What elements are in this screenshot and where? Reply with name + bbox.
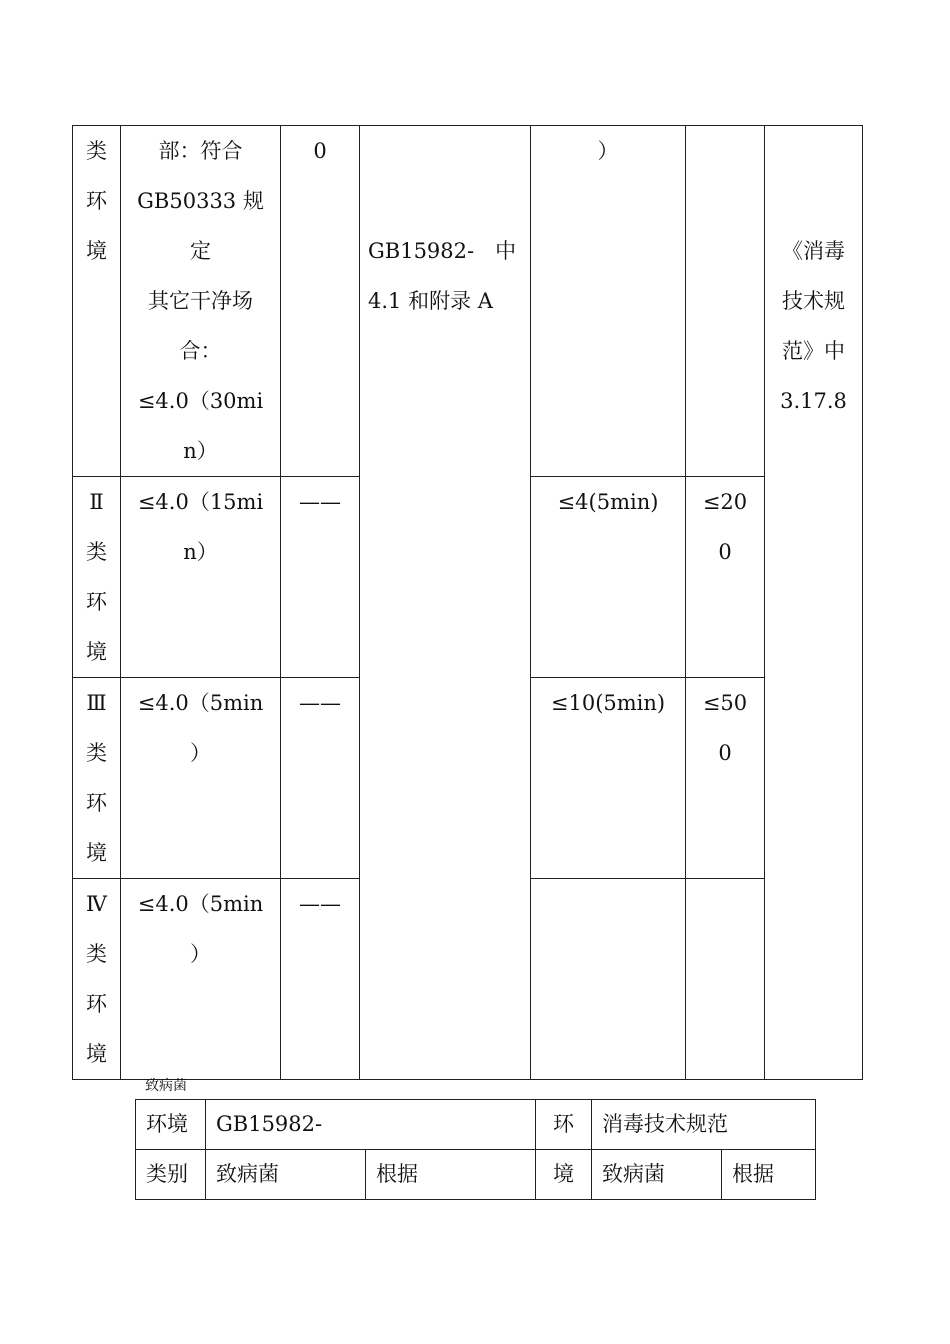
col6-cell (686, 678, 765, 879)
col3-text: 0 (313, 139, 327, 163)
standards-table (72, 125, 863, 1080)
spec-reference-text: 《消毒 技术规 范》中 3.17.8 (780, 239, 847, 413)
env-class-cell (73, 477, 121, 678)
env-class-cell (73, 678, 121, 879)
spec-standard-header: 消毒技术规范 (592, 1100, 816, 1150)
limit-cell (121, 879, 281, 1080)
env-class-label: 类 环 境 (86, 139, 107, 263)
col5-text: ≤10(5min) (550, 691, 666, 715)
pathogen-header: 致病菌 (206, 1150, 366, 1200)
gb-reference-text: GB15982- 中 4.1 和附录 A (368, 239, 517, 313)
basis-header: 根据 (722, 1150, 816, 1200)
gb-reference-cell (360, 126, 531, 1080)
col3-cell (281, 126, 360, 477)
col3-text: —— (299, 892, 341, 916)
col6-cell (686, 126, 765, 477)
limit-cell (121, 678, 281, 879)
table-row (136, 1150, 816, 1200)
col6-cell (686, 477, 765, 678)
env-category-header-bottom: 类别 (136, 1150, 206, 1200)
pathogen-header: 致病菌 (592, 1150, 722, 1200)
limit-text: 部：符合 GB50333 规 定 其它干净场 合： ≤4.0（30mi n） (137, 139, 264, 463)
col3-text: —— (299, 490, 341, 514)
col3-cell (281, 879, 360, 1080)
env-class-label: Ⅲ 类 环 境 (86, 691, 107, 865)
col6-text: ≤20 0 (702, 490, 748, 564)
env-header-bottom: 境 (536, 1150, 592, 1200)
env-category-header-top: 环境 (136, 1100, 206, 1150)
spec-reference-cell (765, 126, 863, 1080)
env-class-cell (73, 879, 121, 1080)
col3-text: —— (299, 691, 341, 715)
col5-cell (531, 879, 686, 1080)
env-class-cell (73, 126, 121, 477)
limit-cell (121, 477, 281, 678)
gb-standard-header: GB15982- (206, 1100, 536, 1150)
col5-text: ≤4(5min) (557, 490, 659, 514)
col3-cell (281, 477, 360, 678)
table-caption: 致病菌 (145, 1078, 187, 1094)
summary-table (135, 1099, 816, 1200)
limit-text: ≤4.0（5min ） (137, 691, 264, 765)
limit-text: ≤4.0（5min ） (137, 892, 264, 966)
env-class-label: Ⅱ 类 环 境 (86, 490, 107, 664)
table-row (136, 1100, 816, 1150)
col5-text: ） (597, 139, 619, 163)
col5-cell (531, 678, 686, 879)
basis-header: 根据 (366, 1150, 536, 1200)
col6-cell (686, 879, 765, 1080)
col5-cell (531, 126, 686, 477)
env-class-label: Ⅳ 类 环 境 (86, 892, 107, 1066)
env-header-top: 环 (536, 1100, 592, 1150)
col6-text: ≤50 0 (702, 691, 748, 765)
col5-cell (531, 477, 686, 678)
limit-text: ≤4.0（15mi n） (137, 490, 264, 564)
col3-cell (281, 678, 360, 879)
table-row (73, 126, 863, 477)
limit-cell (121, 126, 281, 477)
